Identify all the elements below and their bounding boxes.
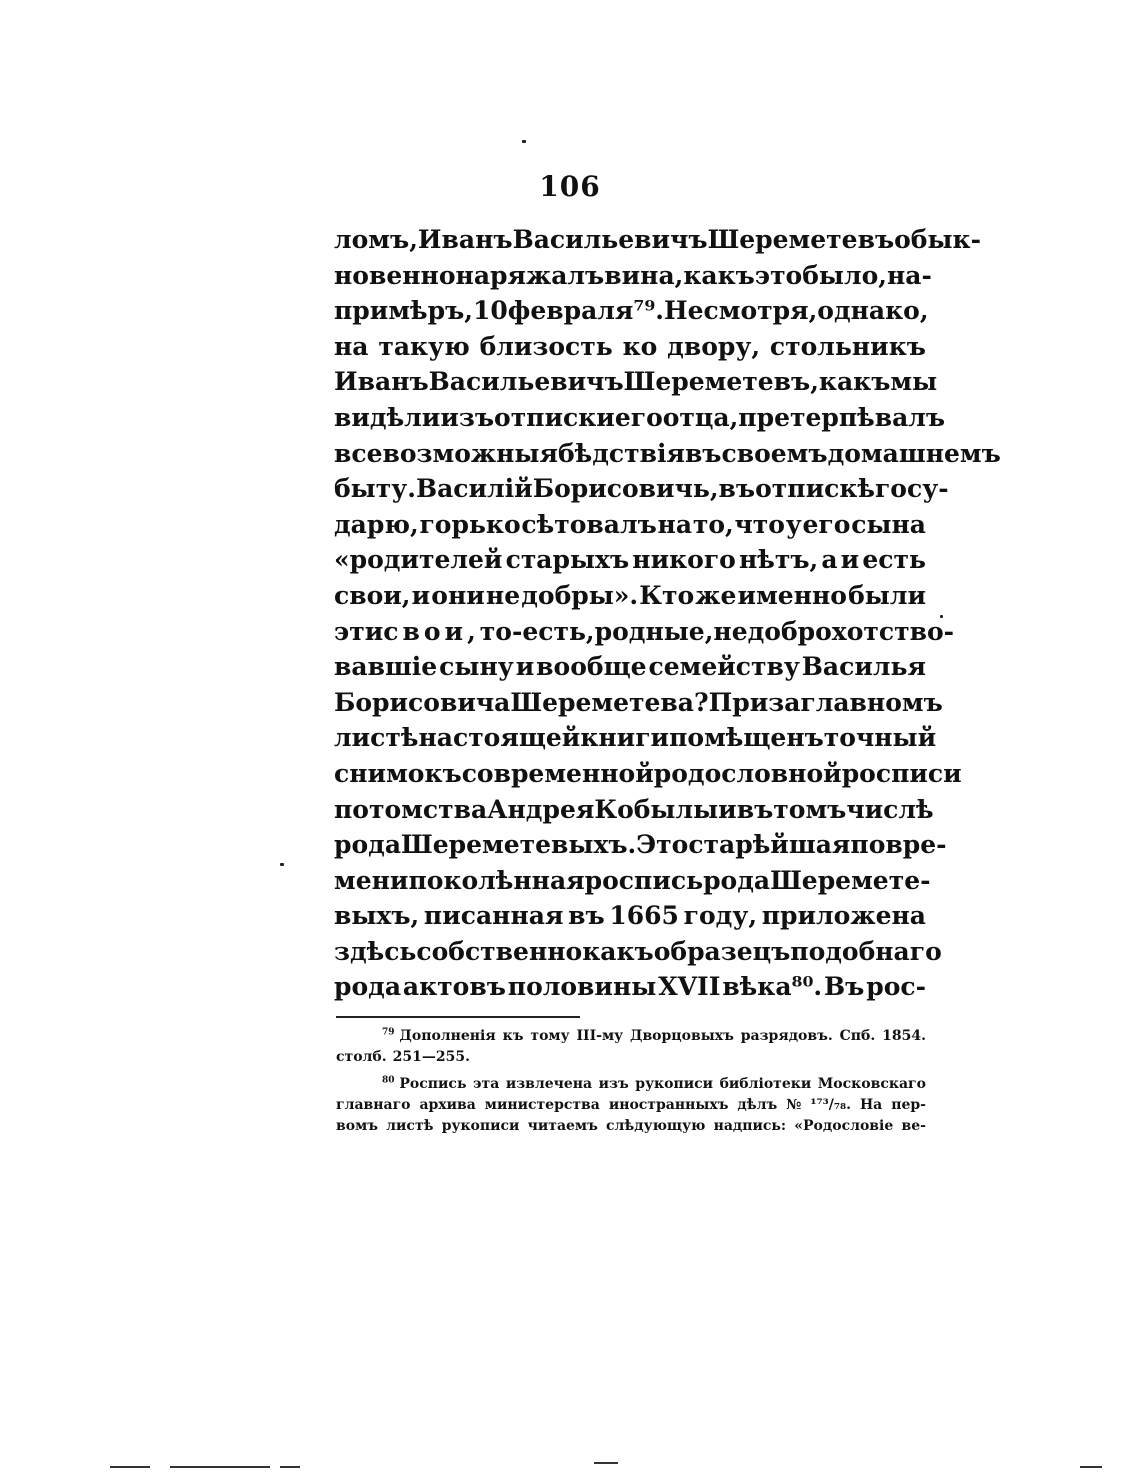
text-line: свои, и они не добры». Кто же именно были	[334, 580, 926, 610]
scan-edge-rule	[110, 1466, 150, 1468]
text-line: Борисовича Шереметева? При заглавномъ	[334, 687, 943, 717]
scan-edge-rule	[170, 1466, 270, 1468]
text-line: ломъ, Иванъ Васильевичъ Шереметевъ обык-	[334, 225, 981, 254]
text-line: на такую близость ко двору, стольникъ	[334, 331, 926, 361]
scan-speck	[522, 140, 526, 143]
footnote-79: $^{79}$ Дополненія къ тому III-му Дворцовыхъ разрядовъ. Спб. 1854.	[382, 1027, 926, 1044]
text-line: здѣсь собственно какъ образецъ подобнаго	[334, 936, 942, 966]
footnote-mark: 80	[382, 1075, 395, 1086]
footnote-80: $^{80}$ Роспись эта извлечена изъ рукописи библіотеки Московскаго	[382, 1075, 926, 1092]
text-line: новенно наряжалъ вина, какъ это было, на-	[334, 260, 932, 290]
footnote-separator	[336, 1016, 580, 1018]
word-with-footnote-ref: вѣка⁸⁰.	[722, 972, 823, 1002]
text-line: видѣли изъ отписки его отца, претерпѣвалъ	[334, 402, 946, 432]
footnote-ref-79[interactable]: ⁷⁹.	[633, 296, 664, 326]
text-line: дарю, горько сѣтовалъ на то, что у его сына	[334, 509, 926, 539]
main-text	[334, 222, 1001, 1005]
emphasized-word: свои,	[383, 616, 480, 646]
scan-edge-rule	[1080, 1466, 1102, 1468]
scan-edge-rule	[594, 1462, 618, 1464]
word-with-footnote-ref: февраля⁷⁹.	[507, 296, 664, 326]
footnotes	[336, 1026, 926, 1137]
text-line: эти свои, то-есть, родные, недоброхотство-	[334, 614, 926, 650]
text-line: рода Шереметевыхъ. Это старѣйшая по вре-	[334, 830, 947, 860]
scan-edge-rule	[280, 1466, 300, 1468]
footnote-80-continued: главнаго архива министерства иностранныхъ дѣлъ № ¹⁷³/₇₈. На пер-	[336, 1097, 926, 1113]
text-line: листѣ настоящей книги помѣщенъ точный	[334, 723, 937, 753]
text-line: всевозможныя бѣдствія въ своемъ домашнемъ	[334, 438, 1001, 468]
text-line: выхъ, писанная въ 1665 году, приложена	[334, 901, 926, 931]
footnote-ref-80[interactable]: ⁸⁰.	[791, 972, 823, 1002]
text-line: Иванъ Васильевичъ Шереметевъ, какъ мы	[334, 367, 938, 397]
footnote-mark: 79	[382, 1027, 395, 1038]
footnote-80-continued: вомъ листѣ рукописи читаемъ слѣдующую надпись: «Родословіе ве-	[336, 1118, 926, 1134]
text-line: мени поколѣнная роспись рода Шереметe-	[334, 865, 931, 895]
text-line: «родителей старыхъ никого нѣтъ, а и есть	[334, 545, 926, 575]
text-line: потомства Андрея Кобылы и въ томъ числѣ	[334, 794, 934, 824]
text-line: быту. Василій Борисовичь, въ отпискѣ госу-	[334, 474, 949, 504]
scan-speck	[280, 863, 284, 866]
footnote-79-continued: столб. 251—255.	[336, 1049, 470, 1065]
text-line: рода актовъ половины XVII вѣка⁸⁰. Въ рос-	[334, 969, 926, 1005]
page-number: 106	[539, 170, 601, 203]
text-line: снимокъ современной родословной росписи	[334, 758, 962, 788]
text-line: вавшіе сыну и вообще семейству Василья	[334, 652, 926, 682]
text-line: примѣръ, 10 февраля⁷⁹. Не смотря, однако,	[334, 293, 926, 329]
